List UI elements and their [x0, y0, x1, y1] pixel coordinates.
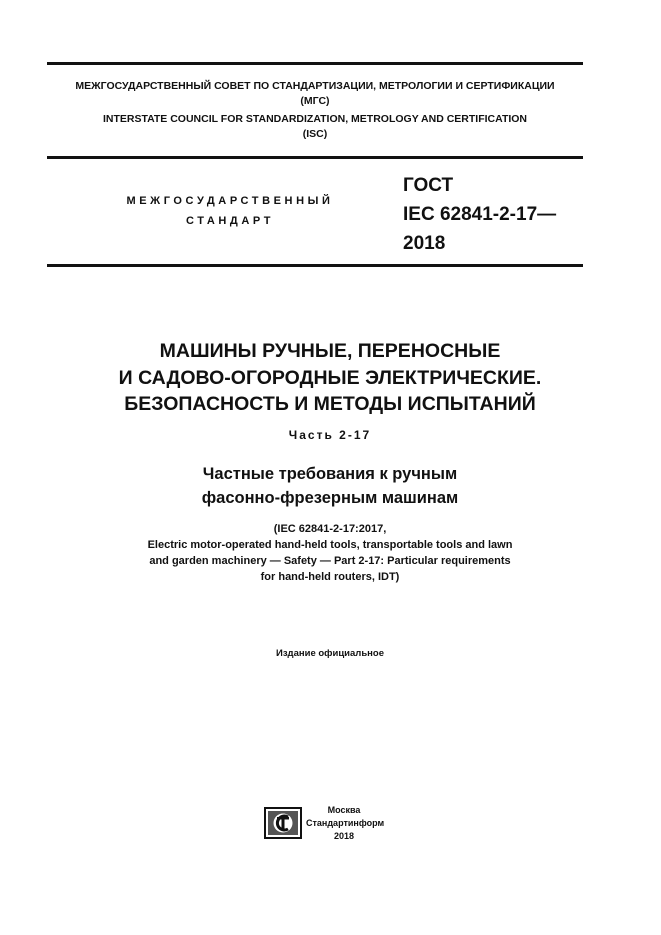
iec-line3: and garden machinery — Safety — Part 2-17: Particular requirements — [149, 555, 511, 567]
title-line3: БЕЗОПАСНОСТЬ И МЕТОДЫ ИСПЫТАНИЙ — [124, 393, 536, 415]
title-line1: МАШИНЫ РУЧНЫЕ, ПЕРЕНОСНЫЕ — [159, 340, 501, 362]
standard-designation — [403, 171, 556, 258]
council-en — [47, 112, 583, 142]
publisher-year: 2018 — [333, 831, 355, 841]
document-title — [40, 338, 620, 418]
council-ru — [47, 79, 583, 109]
iec-line1: (IEC 62841-2-17:2017, — [273, 523, 387, 535]
council-ru-name: МЕЖГОСУДАРСТВЕННЫЙ СОВЕТ ПО СТАНДАРТИЗАЦИИ, МЕТРОЛОГИИ И СЕРТИФИКАЦИИ — [75, 80, 555, 92]
iec-line4: for hand-held routers, IDT) — [260, 571, 400, 583]
designation-line3: 2018 — [403, 233, 446, 254]
lower-rule — [47, 264, 583, 267]
top-rule — [47, 62, 583, 65]
standard-label-line1: МЕЖГОСУДАРСТВЕННЫЙ — [126, 195, 334, 207]
standard-label — [80, 191, 380, 231]
title-line2: И САДОВО-ОГОРОДНЫЕ ЭЛЕКТРИЧЕСКИЕ. — [118, 366, 542, 389]
designation-line1: ГОСТ — [403, 175, 454, 196]
council-ru-abbr: (МГС) — [300, 95, 330, 107]
middle-rule — [47, 156, 583, 159]
iec-line2: Electric motor-operated hand-held tools, transportable tools and lawn — [147, 539, 513, 551]
council-en-abbr: (ISC) — [302, 128, 328, 140]
subtitle-line1: Частные требования к ручным — [202, 465, 458, 483]
publisher-info — [306, 804, 385, 843]
publisher-name: Стандартинформ — [306, 818, 385, 828]
edition-label: Издание официальное — [276, 648, 384, 659]
part-number: Часть 2-17 — [288, 428, 372, 442]
publisher-city: Москва — [327, 805, 361, 815]
designation-line2: IEC 62841-2-17— — [403, 204, 557, 225]
council-en-name: INTERSTATE COUNCIL FOR STANDARDIZATION, METROLOGY AND CERTIFICATION — [102, 113, 528, 125]
standartinform-logo-icon — [264, 807, 302, 839]
iec-reference — [40, 521, 620, 585]
standard-label-line2: СТАНДАРТ — [185, 215, 275, 227]
document-subtitle — [40, 462, 620, 510]
subtitle-line2: фасонно-фрезерным машинам — [201, 489, 459, 507]
